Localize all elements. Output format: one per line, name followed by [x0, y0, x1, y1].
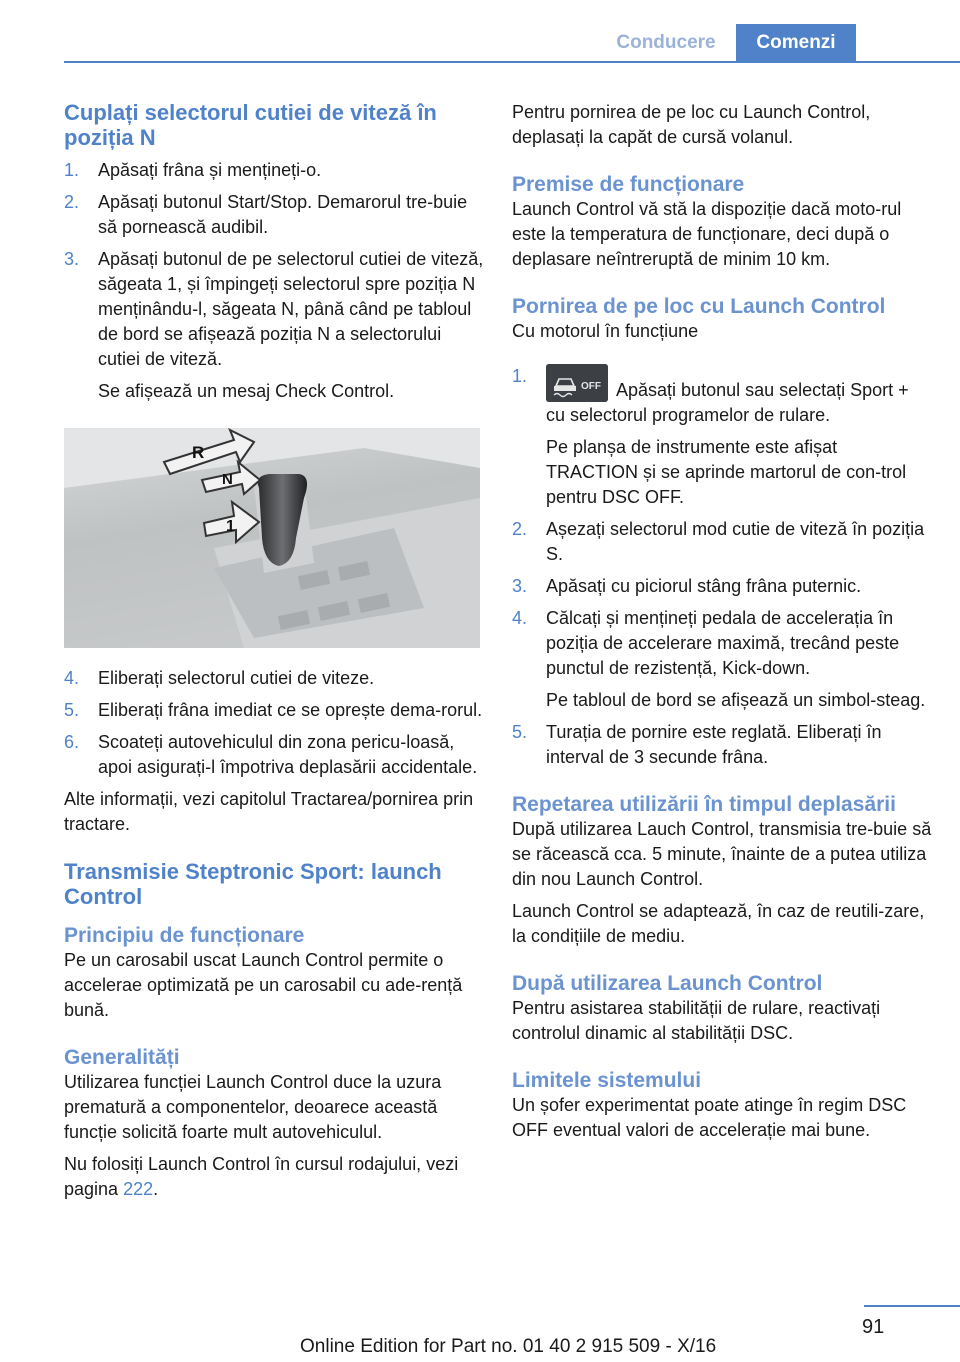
header-divider — [64, 61, 960, 63]
list-item — [512, 517, 932, 567]
subheading-limitele: Limitele sistemului — [512, 1069, 702, 1092]
step-text: Turația de pornire este reglată. Eliberați în interval de 3 secunde frâna. — [546, 722, 882, 767]
step-number: 5. — [512, 722, 528, 742]
list-item — [512, 720, 932, 770]
svg-text:OFF: OFF — [581, 381, 601, 392]
step-text: Așezați selectorul mod cutie de viteză în poziția S. — [546, 519, 925, 564]
subheading-premise: Premise de funcționare — [512, 173, 745, 196]
paragraph-motor: Cu motorul în funcțiune — [512, 321, 699, 341]
tab-comenzi[interactable]: Comenzi — [736, 24, 856, 61]
step-number: 1. — [512, 366, 528, 386]
list-item — [512, 364, 932, 510]
list-item — [64, 666, 484, 691]
paragraph-more-info: Alte informații, vezi capitolul Tractarea/pornirea prin tractare. — [64, 789, 474, 834]
steps-list-1 — [64, 158, 484, 404]
paragraph-generalitati-1: Utilizarea funcției Launch Control duce la uzura prematură a componentelor, deoarece această funcție solicită foarte mult autovehiculul. — [64, 1072, 442, 1142]
page-header — [0, 0, 960, 62]
step-text: Eliberați selectorul cutiei de viteze. — [98, 668, 375, 688]
step-text: Apăsați butonul de pe selectorul cutiei de viteză, săgeata 1, și împingeți selectorul spre poziția N menținându-l, săgeata N, până când pe tabloul de bord se afișează poziția N a selectorului cutiei de viteză. — [98, 249, 484, 369]
tab-conducere[interactable]: Conducere — [598, 24, 734, 61]
paragraph-text: . — [153, 1179, 159, 1199]
gear-selector-illustration — [64, 428, 480, 648]
step-text: Scoateți autovehiculul din zona pericu‐loasă, apoi asigurați-l împotriva deplasării accidentale. — [98, 732, 478, 777]
step-text: Apăsați frâna și mențineți-o. — [98, 160, 322, 180]
list-item — [512, 574, 932, 599]
dsc-off-icon — [546, 364, 608, 402]
step-number: 4. — [64, 668, 80, 688]
list-item — [64, 247, 484, 404]
paragraph-intro: Pentru pornirea de pe loc cu Launch Control, deplasați la capăt de cursă volanul. — [512, 102, 871, 147]
subheading-dupa: După utilizarea Launch Control — [512, 972, 823, 995]
paragraph-generalitati-2 — [64, 1152, 484, 1202]
step-text: Apăsați butonul sau selectați Sport + cu selectorul programelor de rulare. — [546, 380, 909, 425]
page-number: 91 — [862, 1316, 885, 1338]
svg-text:N: N — [222, 471, 233, 488]
step-number: 3. — [512, 576, 528, 596]
list-item — [512, 606, 932, 713]
paragraph-premise: Launch Control vă stă la dispoziție dacă moto‐rul este la temperatura de funcționare, deci după o deplasare neîntreruptă de minim 10 km. — [512, 199, 902, 269]
paragraph-dupa: Pentru asistarea stabilității de rulare, reactivați controlul dinamic al stabilității DSC. — [512, 998, 881, 1043]
subheading-principiu: Principiu de funcționare — [64, 924, 305, 947]
list-item — [64, 730, 484, 780]
list-item — [64, 158, 484, 183]
step-note: Pe tabloul de bord se afișează un simbol-steag. — [546, 690, 926, 710]
section-heading-cuplati: Cuplați selectorul cutiei de viteză în poziția N — [64, 100, 437, 150]
step-number: 3. — [64, 249, 80, 269]
step-text: Apăsați cu piciorul stâng frâna puternic. — [546, 576, 862, 596]
list-item — [64, 698, 484, 723]
subheading-generalitati: Generalități — [64, 1046, 180, 1069]
left-column — [64, 100, 484, 1209]
steps-list-2 — [64, 666, 484, 780]
step-note: Se afișează un mesaj Check Control. — [98, 381, 395, 401]
right-column — [512, 100, 932, 1150]
svg-text:R: R — [192, 443, 205, 462]
subheading-pornirea: Pornirea de pe loc cu Launch Control — [512, 295, 886, 318]
step-number: 5. — [64, 700, 80, 720]
traction-car-icon — [546, 364, 608, 402]
step-number: 2. — [64, 192, 80, 212]
footer-divider — [864, 1305, 960, 1307]
paragraph-repetarea-1: După utilizarea Lauch Control, transmisia tre‐buie să se răcească cca. 5 minute, înainte de a putea utiliza din nou Launch Control. — [512, 819, 932, 889]
arrow-1 — [204, 502, 259, 542]
paragraph-principiu: Pe un carosabil uscat Launch Control permite o accelerae optimizată pe un carosabil cu ade‐rență bună. — [64, 950, 463, 1020]
step-number: 4. — [512, 608, 528, 628]
paragraph-text: Nu folosiți Launch Control în cursul rodajului, vezi pagina — [64, 1154, 459, 1199]
paragraph-limitele: Un șofer experimentat poate atinge în regim DSC OFF eventual valori de accelerație mai bune. — [512, 1095, 907, 1140]
launch-steps-list — [512, 364, 932, 770]
gear-selector-photo — [64, 428, 480, 648]
step-number: 6. — [64, 732, 80, 752]
subheading-repetarea: Repetarea utilizării în timpul deplasării — [512, 793, 896, 816]
paragraph-repetarea-2: Launch Control se adaptează, în caz de reutili‐zare, la condițiile de mediu. — [512, 901, 925, 946]
section-heading-transmisie: Transmisie Steptronic Sport: launch Control — [64, 859, 442, 909]
footer-edition: Online Edition for Part no. 01 40 2 915 509 - X/16 — [300, 1336, 717, 1357]
step-text: Eliberați frâna imediat ce se oprește dema‐rorul. — [98, 700, 483, 720]
step-number: 2. — [512, 519, 528, 539]
page-link-222[interactable]: 222 — [123, 1179, 154, 1199]
step-text: Apăsați butonul Start/Stop. Demarorul tre‐buie să pornească audibil. — [98, 192, 468, 237]
step-text: Călcați și mențineți pedala de accelerația în poziția de accelerare maximă, trecând peste punctul de rezistență, Kick-down. — [546, 608, 900, 678]
step-number: 1. — [64, 160, 80, 180]
svg-text:1: 1 — [226, 518, 235, 535]
list-item — [64, 190, 484, 240]
step-note: Pe planșa de instrumente este afișat TRACTION și se aprinde martorul de con‐trol pentru DSC OFF. — [546, 437, 907, 507]
